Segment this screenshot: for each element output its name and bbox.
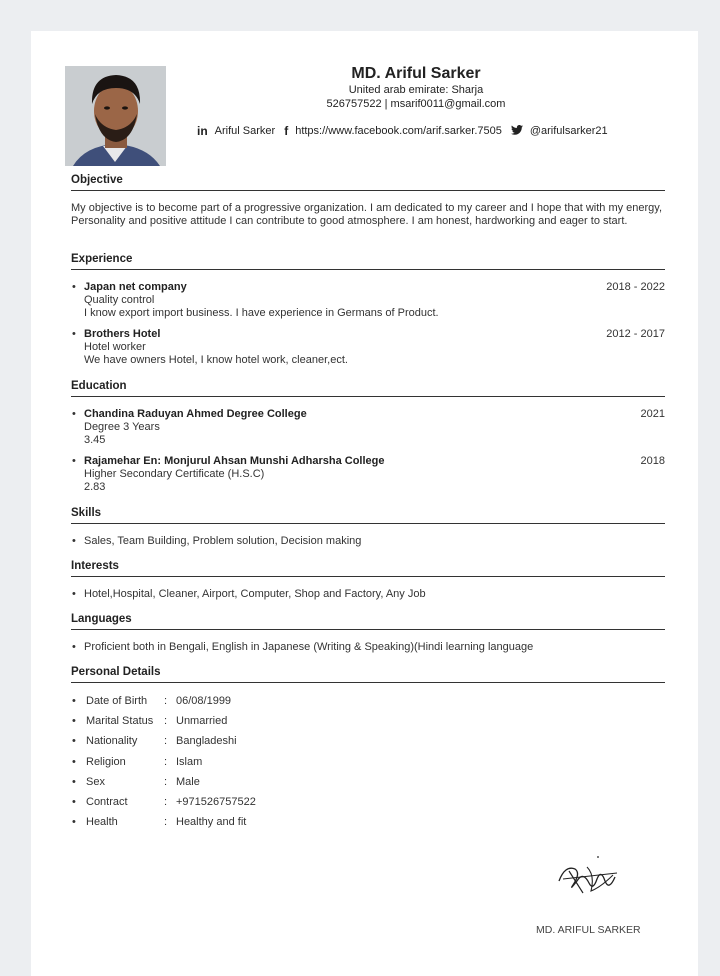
personal-row: • Nationality : Bangladeshi xyxy=(71,734,665,754)
personal-value: Unmarried xyxy=(176,715,228,728)
education-item xyxy=(71,408,665,447)
skills-title: Skills xyxy=(71,506,665,524)
twitter-icon xyxy=(511,124,523,138)
personal-label: Date of Birth xyxy=(86,695,148,707)
experience-section xyxy=(71,252,665,367)
education-item xyxy=(71,455,665,494)
experience-years: 2012 - 2017 xyxy=(606,328,665,340)
personal-value: +971526757522 xyxy=(176,795,256,808)
education-score: 2.83 xyxy=(84,481,106,493)
interests-title: Interests xyxy=(71,559,665,577)
personal-row: • Health : Healthy and fit xyxy=(71,815,665,835)
signature-image xyxy=(555,851,625,901)
personal-title: Personal Details xyxy=(71,665,665,683)
social-links xyxy=(197,124,677,138)
personal-value: Male xyxy=(176,775,200,788)
facebook-link[interactable] xyxy=(284,124,502,138)
personal-label: Sex xyxy=(86,775,105,788)
personal-value: 06/08/1999 xyxy=(176,695,232,707)
languages-title: Languages xyxy=(71,612,665,630)
personal-row: • Religion : Islam xyxy=(71,755,665,775)
twitter-text: @arifulsarker21 xyxy=(529,125,608,137)
experience-item xyxy=(71,328,665,367)
personal-label: Nationality xyxy=(86,735,138,748)
education-school: • Chandina Raduyan Ahmed Degree College xyxy=(84,408,307,420)
education-year: 2021 xyxy=(640,408,665,420)
candidate-location: United arab emirate: Sharja xyxy=(348,84,484,96)
objective-title: Objective xyxy=(71,173,665,191)
education-degree: Degree 3 Years xyxy=(84,421,160,433)
experience-title: Experience xyxy=(71,252,665,270)
linkedin-text: Ariful Sarker xyxy=(214,125,276,137)
experience-item xyxy=(71,281,665,320)
linkedin-link[interactable] xyxy=(197,124,275,138)
candidate-name: MD. Ariful Sarker xyxy=(351,65,481,82)
personal-value: Bangladeshi xyxy=(176,735,237,748)
languages-text: • Proficient both in Bengali, English in Japanese (Writing & Speaking)(Hindi learning language xyxy=(71,641,665,654)
personal-label: Religion xyxy=(86,755,126,768)
objective-section xyxy=(71,173,665,228)
languages-section xyxy=(71,612,665,654)
education-degree: Higher Secondary Certificate (H.S.C) xyxy=(84,468,265,480)
personal-label: Health xyxy=(86,816,118,829)
signature-name: MD. ARIFUL SARKER xyxy=(536,924,641,936)
skills-text: • Sales, Team Building, Problem solution, Decision making xyxy=(71,535,665,548)
twitter-link[interactable] xyxy=(511,124,608,138)
experience-org: • Brothers Hotel xyxy=(84,328,161,340)
personal-row: • Date of Birth : 06/08/1999 xyxy=(71,694,665,714)
personal-label: Contract xyxy=(86,795,128,808)
profile-photo xyxy=(65,66,166,166)
candidate-contact: 526757522 | msarif0011@gmail.com xyxy=(326,98,506,110)
experience-desc: I know export import business. I have experience in Germans of Product. xyxy=(84,307,439,319)
education-title: Education xyxy=(71,379,665,397)
interests-section xyxy=(71,559,665,601)
personal-row: • Sex : Male xyxy=(71,775,665,795)
linkedin-icon: in xyxy=(197,124,208,138)
personal-value: Healthy and fit xyxy=(176,816,247,829)
objective-text: My objective is to become part of a progressive organization. I am dedicated to my career and I hope that with my energy, Personality and positive attitude I can contribute to good atmosphere. I am honest, hardworking and eager to start. xyxy=(71,202,663,227)
education-score: 3.45 xyxy=(84,434,106,446)
experience-desc: We have owners Hotel, I know hotel work, cleaner,ect. xyxy=(84,354,348,366)
experience-years: 2018 - 2022 xyxy=(606,281,665,293)
education-school: • Rajamehar En: Monjurul Ahsan Munshi Adharsha College xyxy=(84,455,385,467)
personal-row: • Contract : +971526757522 xyxy=(71,795,665,815)
personal-section xyxy=(71,665,665,835)
education-section xyxy=(71,379,665,494)
skills-section xyxy=(71,506,665,548)
resume-header xyxy=(221,64,611,111)
experience-role: Hotel worker xyxy=(84,341,146,353)
personal-row: • Marital Status : Unmarried xyxy=(71,714,665,734)
interests-text: • Hotel,Hospital, Cleaner, Airport, Computer, Shop and Factory, Any Job xyxy=(71,588,665,601)
personal-label: Marital Status xyxy=(86,715,154,728)
resume-page xyxy=(31,31,698,976)
experience-role: Quality control xyxy=(84,294,155,306)
personal-list xyxy=(71,694,665,835)
facebook-text: https://www.facebook.com/arif.sarker.7505 xyxy=(295,125,502,137)
personal-value: Islam xyxy=(176,755,203,768)
experience-org: • Japan net company xyxy=(84,281,187,293)
education-year: 2018 xyxy=(640,455,665,467)
facebook-icon: f xyxy=(284,124,289,138)
